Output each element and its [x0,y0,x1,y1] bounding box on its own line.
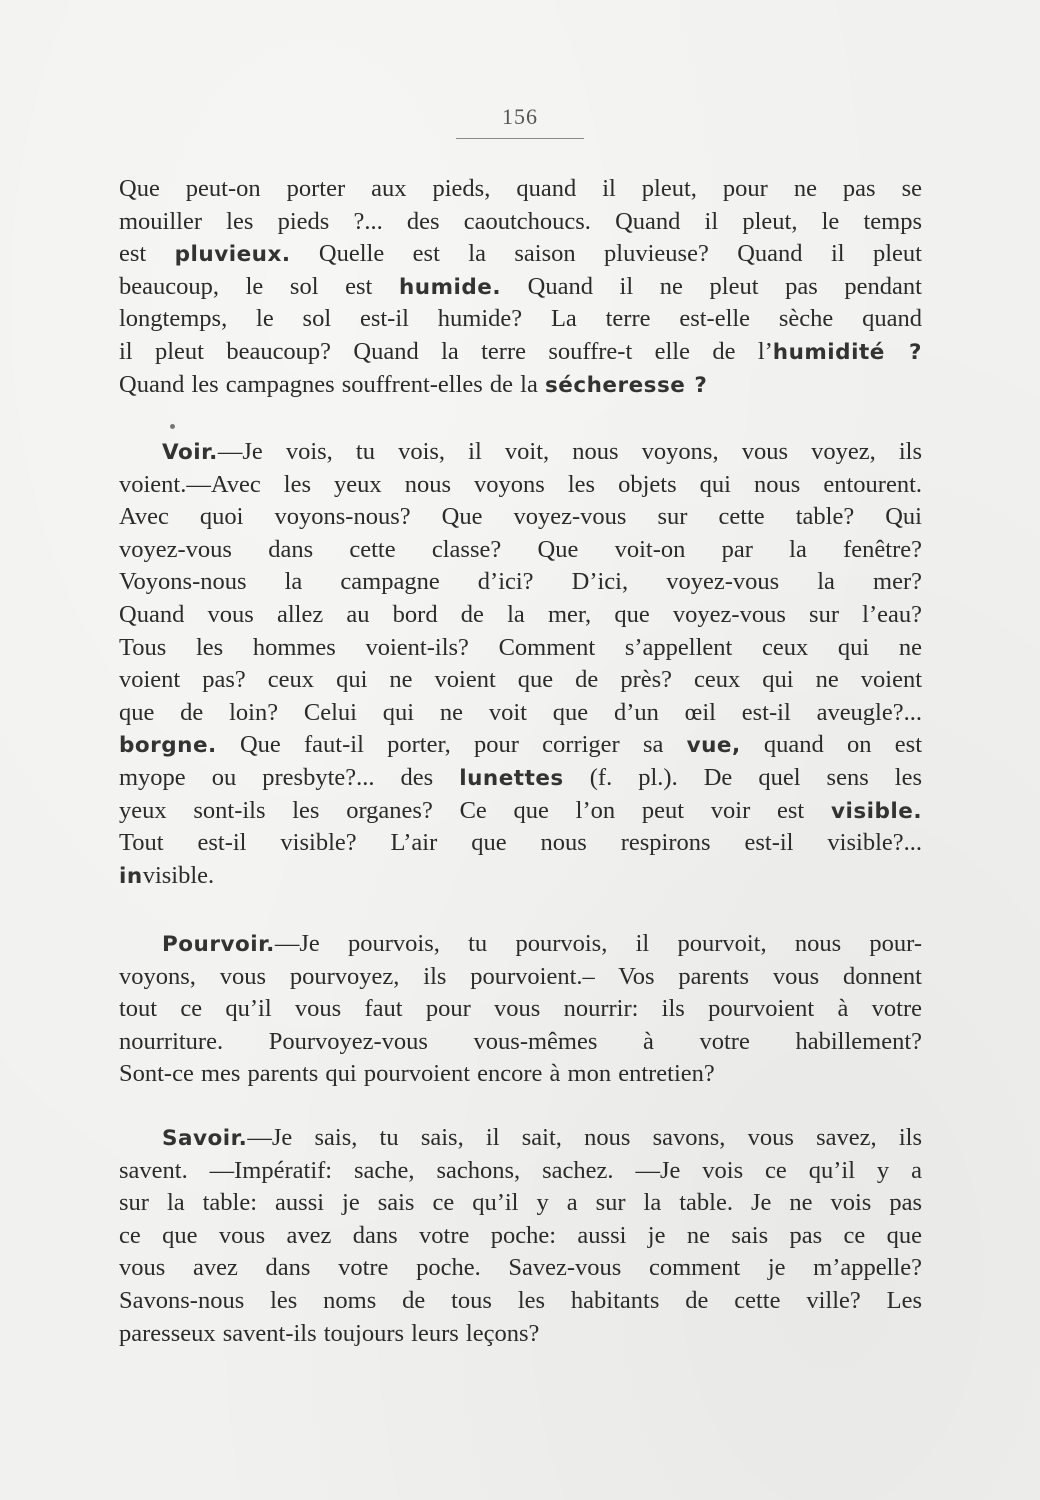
text-line: tout ce qu’il vous faut pour vous nourrir: ils pourvoient à votre [119,995,922,1023]
vocab-term: visible. [830,798,922,824]
verb-heading: Pourvoir. [162,932,275,957]
text-line [119,795,922,828]
text-run: est [119,240,175,268]
text-line: Voyons-nous la campagne d’ici? D’ici, voyez-vous la mer? [119,568,922,596]
text-line: paresseux savent-ils toujours leurs leçons? [119,1319,540,1347]
text-line: ce que vous avez dans votre poche: aussi je ne sais pas ce que [119,1221,922,1249]
text-line: longtemps, le sol est-il humide? La terre est-elle sèche quand [119,305,922,333]
vocab-term: borgne. [119,733,217,759]
text-line [119,928,922,961]
text-line [119,860,922,893]
text-line [119,369,922,402]
text-run: Quelle est la saison pluvieuse? Quand il pleut [290,240,922,268]
text-line: savent. —Impératif: sache, sachons, sachez. —Je vois ce qu’il y a [119,1156,922,1184]
vocab-term: humide. [398,274,501,300]
verb-heading: Voir. [162,440,218,465]
text-line [119,729,922,762]
text-line [119,238,922,271]
text-run: Quand les campagnes souffrent-elles de la [119,370,545,398]
text-run: (f. pl.). De quel sens les [563,763,922,791]
paragraph-pourvoir [119,928,922,1091]
vocab-term: lunettes [459,765,564,791]
vocab-term: vue, [686,733,741,759]
text-run: —Je vois, tu vois, il voit, nous voyons, vous voyez, ils [217,438,922,465]
text-line: Quand vous allez au bord de la mer, que voyez-vous sur l’eau? [119,600,922,628]
text-line: sur la table: aussi je sais ce qu’il y a sur la table. Je ne vois pas [119,1189,922,1217]
text-run: —Je sais, tu sais, il sait, nous savons, vous savez, ils [247,1124,922,1151]
vocab-term: humidité ? [772,339,922,365]
vocab-term: pluvieux. [174,242,291,268]
text-line [119,436,922,469]
text-line: Tous les hommes voient-ils? Comment s’appellent ceux qui ne [119,633,922,661]
text-line [119,1122,922,1155]
text-run: yeux sont-ils les organes? Ce que l’on peut voir est [119,796,831,824]
text-run: myope ou presbyte?... des [119,763,460,791]
text-line: Avec quoi voyons-nous? Que voyez-vous sur cette table? Qui [119,503,922,531]
text-line: vous avez dans votre poche. Savez-vous comment je m’appelle? [119,1254,922,1282]
text-line: voient pas? ceux qui ne voient que de près? ceux qui ne voient [119,666,922,694]
text-run: Que faut-il porter, pour corriger sa [216,731,687,759]
paragraph-voir [119,436,922,892]
text-run: quand on est [740,731,923,759]
text-line: Savons-nous les noms de tous les habitants de cette ville? Les [119,1286,922,1314]
text-line: nourriture. Pourvoyez-vous vous-mêmes à votre habillement? [119,1027,922,1055]
text-line: que de loin? Celui qui ne voit que d’un œil est-il aveugle?... [119,698,922,726]
text-run: beaucoup, le sol est [119,272,399,300]
header-rule [456,138,584,139]
ink-dot [170,424,175,429]
text-line [119,271,922,304]
verb-heading: Savoir. [162,1126,248,1151]
text-run: —Je pourvois, tu pourvois, il pourvoit, nous pour- [274,930,922,957]
text-line: Sont-ce mes parents qui pourvoient encore à mon entretien? [119,1060,715,1088]
text-line [119,336,922,369]
text-line: Que peut-on porter aux pieds, quand il pleut, pour ne pas se [119,175,922,202]
text-run: Quand il ne pleut pas pendant [501,272,922,300]
text-line: Tout est-il visible? L’air que nous respirons est-il visible?... [119,829,922,857]
text-line: voyez-vous dans cette classe? Que voit-on par la fenêtre? [119,535,922,563]
text-run: visible. [142,861,215,889]
text-line: voyons, vous pourvoyez, ils pourvoient.– Vos parents vous donnent [119,962,922,990]
vocab-term: sécheresse ? [544,372,708,398]
vocab-prefix: in [119,863,143,889]
paragraph-savoir [119,1122,922,1350]
text-line [119,762,922,795]
paragraph-rain [119,173,922,401]
text-run: il pleut beaucoup? Quand la terre souffre-t elle de l’ [119,337,773,365]
text-line: mouiller les pieds ?... des caoutchoucs. Quand il pleut, le temps [119,207,922,235]
text-line: voient.—Avec les yeux nous voyons les objets qui nous entourent. [119,470,922,498]
page-number: 156 [502,104,538,129]
